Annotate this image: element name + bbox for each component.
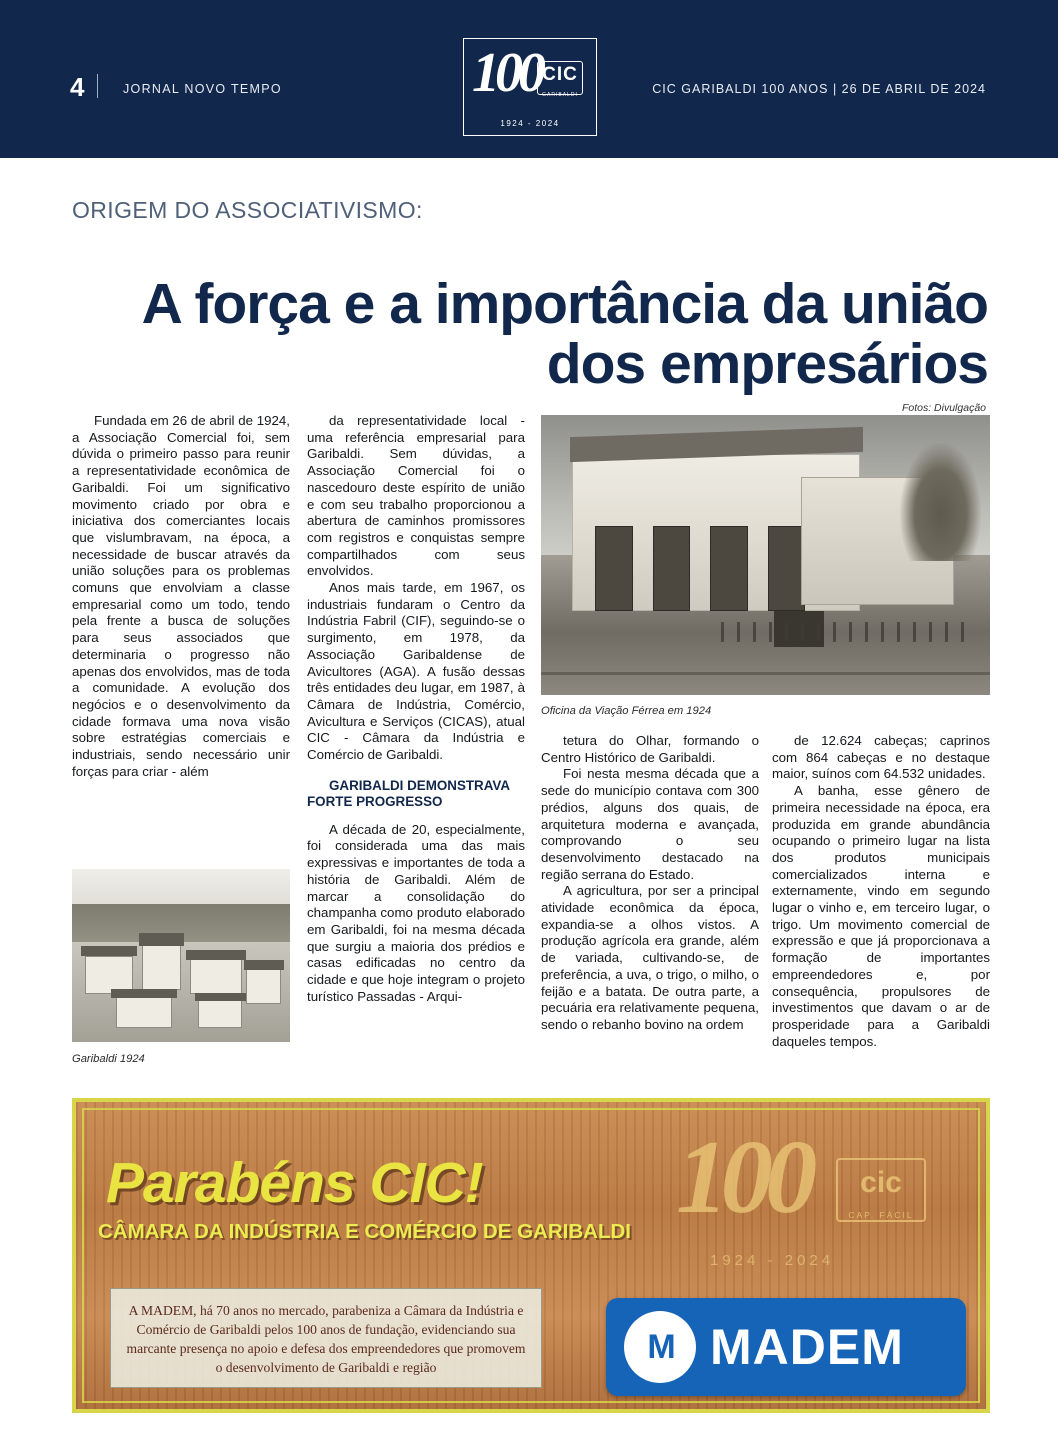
ad-title: Parabéns CIC!	[106, 1151, 483, 1215]
paragraph: A banha, esse gênero de primeira necessidade na época, era produzida em grande abundância ocupando o primeiro lugar na lista dos produtos municipais comercializados interna e externamente, vindo em segundo lugar o vinho e, em terceiro lugar, o trigo. Um movimento comercial de expressão e que já proporcionava a formação de importantes empreendedores e, por consequência, propulsores de investimentos que davam o ar de prosperidade para a Garibaldi daqueles tempos.	[772, 783, 990, 1049]
paragraph: A década de 20, especialmente, foi considerada uma das mais expressivas e importantes de toda a história de Garibaldi. Além de marcar a consolidação do champanha como produto elaborado em Garibaldi, foi na mesma década que surgiu a maioria dos prédios e casas edificadas no centro da cidade e que hoje integram o projeto turístico Passadas - Arqui-	[307, 821, 525, 1004]
article-column-2	[307, 413, 525, 1006]
photo-tree	[900, 443, 981, 561]
photo-railway-workshop	[541, 415, 990, 695]
madem-mark-icon	[624, 1311, 696, 1383]
ad-body-text: A MADEM, há 70 anos no mercado, parabeniza a Câmara da Indústria e Comércio de Garibaldi pelos 100 anos de fundação, evidenciando sua marcante presença no apoio e defesa dos empreendedores que promovem o desenvolvimento de Garibaldi e região	[110, 1288, 542, 1388]
photo-door	[653, 526, 690, 611]
article-column-4	[772, 733, 990, 1050]
section-subhead: GARIBALDI DEMONSTRAVA FORTE PROGRESSO	[307, 777, 510, 810]
photo-garibaldi-1924	[72, 869, 290, 1042]
cic-mark-subtext: GARIBALDI	[542, 92, 578, 98]
photo-house	[142, 945, 181, 990]
paragraph: A agricultura, por ser a principal atividade econômica da época, expandia-se a olhos vistos. A produção agrícola era grande, além de variada, cultivando-se, de preferência, a uva, o trigo, o milho, o feijão e a batata. De outra parte, a pecuária era relativamente pequena, sendo o rebanho bovino na ordem	[541, 883, 759, 1032]
caption-small: Garibaldi 1924	[72, 1053, 145, 1065]
photo-people	[721, 622, 968, 642]
photo-house	[246, 969, 281, 1004]
photo-house	[116, 997, 173, 1028]
photo-house	[198, 1000, 242, 1028]
cic-centennial-logo	[463, 38, 597, 136]
ad-logo-years: 1924 - 2024	[710, 1252, 835, 1269]
photo-credit: Fotos: Divulgação	[901, 402, 986, 414]
photo-rail-line	[541, 672, 990, 675]
page-number: 4	[70, 72, 85, 102]
ad-subtitle: CÂMARA DA INDÚSTRIA E COMÉRCIO DE GARIBALDI	[98, 1220, 631, 1243]
ad-cic-mark-text: cic	[860, 1166, 902, 1199]
madem-mark-glyph: M	[647, 1328, 673, 1366]
article-column-1	[72, 413, 290, 780]
paragraph: de 12.624 cabeças; caprinos com 864 cabeças e no destaque maior, suínos com 64.532 unidades.	[772, 733, 990, 782]
ad-logo-hundred: 100	[676, 1118, 810, 1235]
madem-wordmark: MADEM	[710, 1319, 904, 1375]
logo-hundred-text: 100	[472, 42, 541, 104]
madem-logo[interactable]	[606, 1298, 966, 1396]
photo-door	[768, 526, 805, 611]
paper-name: JORNAL NOVO TEMPO	[123, 82, 282, 96]
ad-cic-mark-subtext: CAP. FÁCIL	[848, 1210, 914, 1220]
ad-cic-mark-icon	[836, 1158, 926, 1222]
article-kicker: ORIGEM DO ASSOCIATIVISMO:	[72, 197, 423, 223]
article-column-3	[541, 733, 759, 1034]
cic-mark-text: CIC	[542, 64, 578, 85]
advertisement-madem[interactable]	[72, 1098, 990, 1413]
masthead	[0, 0, 1058, 158]
photo-house	[85, 956, 133, 994]
photo-door	[595, 526, 632, 611]
cic-mark-icon	[537, 61, 583, 98]
ad-centennial-logo	[676, 1118, 946, 1274]
page-title: A força e a importância da união dos empresários	[141, 272, 988, 397]
photo-door	[710, 526, 747, 611]
caption-main: Oficina da Viação Férrea em 1924	[541, 705, 712, 717]
masthead-inner	[0, 0, 1058, 158]
photo-house	[190, 959, 242, 994]
page-number-divider	[97, 74, 98, 98]
paragraph: tetura do Olhar, formando o Centro Histórico de Garibaldi.	[541, 733, 759, 765]
paragraph: Fundada em 26 de abril de 1924, a Associação Comercial foi, sem dúvida o primeiro passo para reunir a representatividade econômica de Garibaldi. Foi um significativo movimento criado por obra e iniciativa dos comerciantes locais que vislumbravam, na época, a necessidade de buscar através da união soluções para os problemas comuns que envolviam a classe empresarial como um todo, tendo pela frente a busca de soluções para seus associados que determinaria o progresso não apenas dos envolvidos, mas de toda a comunidade. A evolução dos negócios e o desenvolvimento da cidade formava uma nova visão sobre estratégias comerciais e industriais, sendo necessário unir forças para criar - além	[72, 413, 290, 779]
paragraph: Anos mais tarde, em 1967, os industriais fundaram o Centro da Indústria Fabril (CIF), seguindo-se o surgimento, em 1978, da Associação Garibaldense de Avicultores (AGA). A fusão dessas três entidades deu lugar, em 1987, à Câmara de Indústria, Comércio, Avicultura e Serviços (CICAS), atual CIC - Câmara da Indústria e Comércio de Garibaldi.	[307, 580, 525, 763]
logo-years: 1924 - 2024	[500, 119, 560, 128]
paragraph: da representatividade local - uma referência empresarial para Garibaldi. Sem dúvidas, a Associação Comercial foi o nascedouro deste espírito de união e com seu trabalho proporcionou a abertura de caminhos promissores com registros e conquistas sempre compartilhados com seus envolvidos.	[307, 413, 525, 579]
paragraph: Foi nesta mesma década que a sede do município contava com 300 prédios, alguns dos quais, de arquitetura moderna e avançada, comprovando o seu desenvolvimento destacado na região serrana do Estado.	[541, 766, 759, 882]
edition-info: CIC GARIBALDI 100 ANOS | 26 DE ABRIL DE 2024	[652, 82, 986, 96]
